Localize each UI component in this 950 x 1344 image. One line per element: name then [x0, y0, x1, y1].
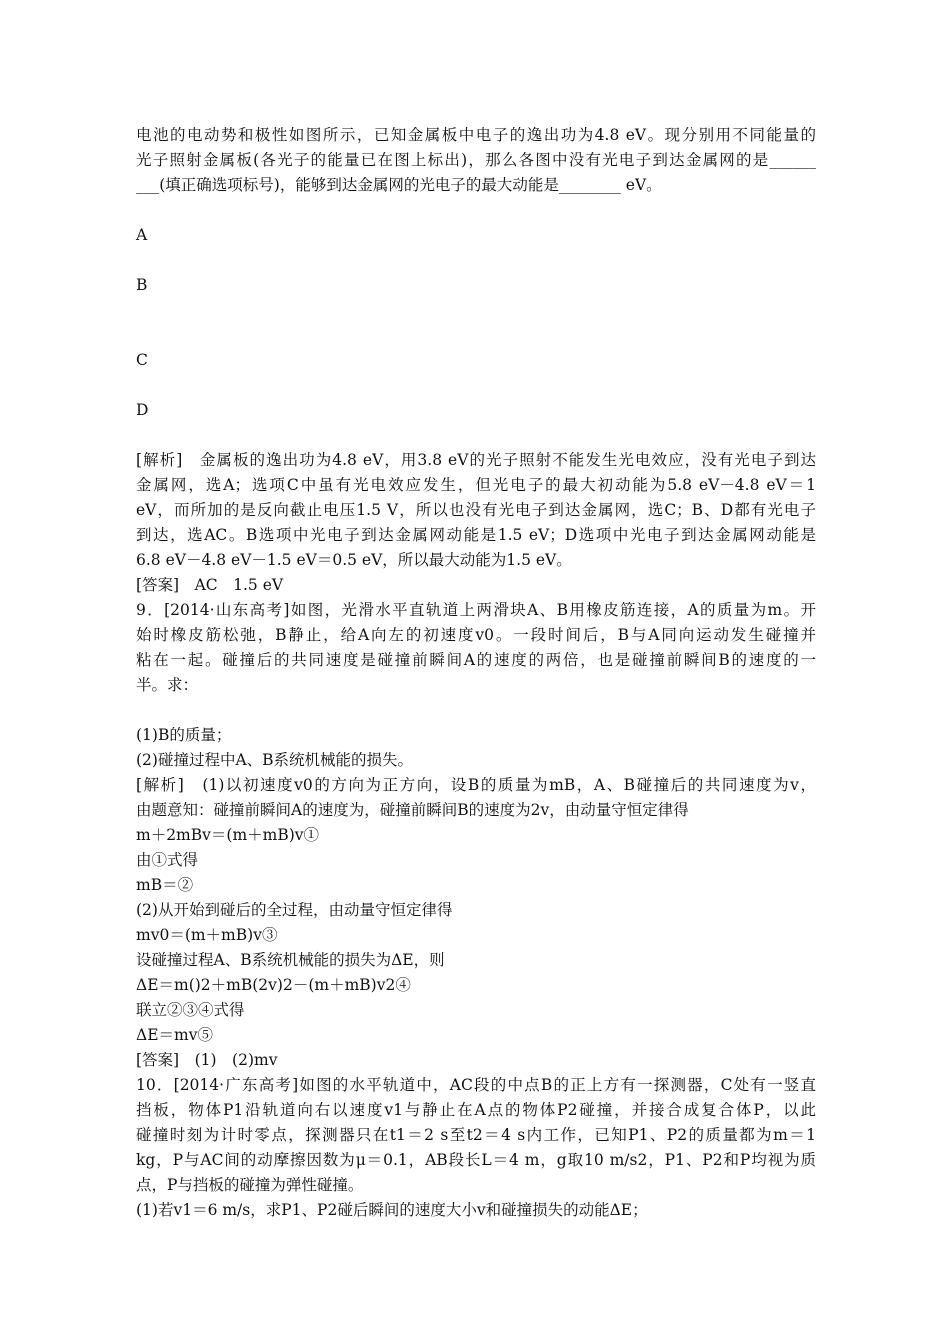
question-10-part-1: (1)若v1＝6 m/s，求P1、P2碰后瞬间的速度大小v和碰撞损失的动能ΔE；: [136, 1201, 648, 1219]
question-10-line: 挡板，物体P1沿轨道向右以速度v1与静止在A点的物体P2碰撞，并接合成复合体P，以此: [136, 1101, 816, 1119]
analysis-line: 联立②③④式得: [136, 1001, 245, 1019]
question-10-line: kg，P与AC间的动摩擦因数为μ＝0.1，AB段长L＝4 m，g取10 m/s2，P1、P2和P均视为质: [136, 1151, 816, 1169]
analysis-line: 到达，选AC。B选项中光电子到达金属网动能是1.5 eV；D选项中光电子到达金属网动能是: [136, 526, 816, 544]
equation-line: mB＝②: [136, 876, 194, 894]
analysis-line: [解析] 金属板的逸出功为4.8 eV，用3.8 eV的光子照射不能发生光电效应，没有光电子到达: [136, 451, 816, 469]
question-9-line: 半。求：: [136, 676, 199, 694]
analysis-line: [解析] (1)以初速度v0的方向为正方向，设B的质量为mB，A、B碰撞后的共同速度为v，: [136, 776, 816, 794]
question-9-line: 9．[2014·山东高考]如图，光滑水平直轨道上两滑块A、B用橡皮筋连接，A的质量为m。开: [136, 601, 816, 619]
analysis-line: 金属网，选A；选项C中虽有光电效应发生，但光电子的最大初动能为5.8 eV－4.8 eV＝1: [136, 476, 816, 494]
option-label-c: C: [136, 351, 148, 369]
question-9-line: 粘在一起。碰撞后的共同速度是碰撞前瞬间A的速度的两倍，也是碰撞前瞬间B的速度的一: [136, 651, 816, 669]
option-label-a: A: [136, 226, 148, 244]
question-9-line: 始时橡皮筋松弛，B静止，给A向左的初速度v0。一段时间后，B与A同向运动发生碰撞并: [136, 626, 816, 644]
equation-line: ΔE＝m()2＋mB(2v)2－(m＋mB)v2④: [136, 976, 411, 994]
analysis-line: 由题意知：碰撞前瞬间A的速度为，碰撞前瞬间B的速度为2v，由动量守恒定律得: [136, 801, 689, 819]
analysis-line: 设碰撞过程A、B系统机械能的损失为ΔE，则: [136, 951, 445, 969]
answer-line: [答案] (1) (2)mv: [136, 1051, 278, 1069]
question-10-line: 10．[2014·广东高考]如图的水平轨道中，AC段的中点B的正上方有一探测器，C处有一竖直: [136, 1076, 816, 1094]
question-10-line: 点，P与挡板的碰撞为弹性碰撞。: [136, 1176, 364, 1194]
option-label-b: B: [136, 276, 148, 294]
question-9-part-2: (2)碰撞过程中A、B系统机械能的损失。: [136, 751, 414, 769]
question-9-part-1: (1)B的质量；: [136, 726, 232, 744]
equation-line: mv0＝(m＋mB)v③: [136, 926, 278, 944]
text-line: 电池的电动势和极性如图所示，已知金属板中电子的逸出功为4.8 eV。现分别用不同能量的: [136, 126, 816, 144]
equation-line: m＋2mBv＝(m＋mB)v①: [136, 826, 320, 844]
option-label-d: D: [136, 401, 149, 419]
analysis-line: (2)从开始到碰后的全过程，由动量守恒定律得: [136, 901, 453, 919]
answer-line: [答案] AC 1.5 eV: [136, 576, 284, 594]
analysis-line: 由①式得: [136, 851, 199, 869]
equation-line: ΔE＝mv⑤: [136, 1026, 213, 1044]
analysis-line: eV，而所加的是反向截止电压1.5 V，所以也没有光电子到达金属网，选C；B、D都有光电子: [136, 501, 816, 519]
text-line: ___(填正确选项标号)，能够到达金属网的光电子的最大动能是________ eV。: [136, 176, 662, 194]
analysis-line: 6.8 eV－4.8 eV－1.5 eV＝0.5 eV，所以最大动能为1.5 eV。: [136, 551, 572, 569]
text-line: 光子照射金属板(各光子的能量已在图上标出)，那么各图中没有光电子到达金属网的是______: [136, 151, 816, 169]
question-10-line: 碰撞时刻为计时零点，探测器只在t1＝2 s至t2＝4 s内工作，已知P1、P2的质量都为m＝1: [136, 1126, 816, 1144]
